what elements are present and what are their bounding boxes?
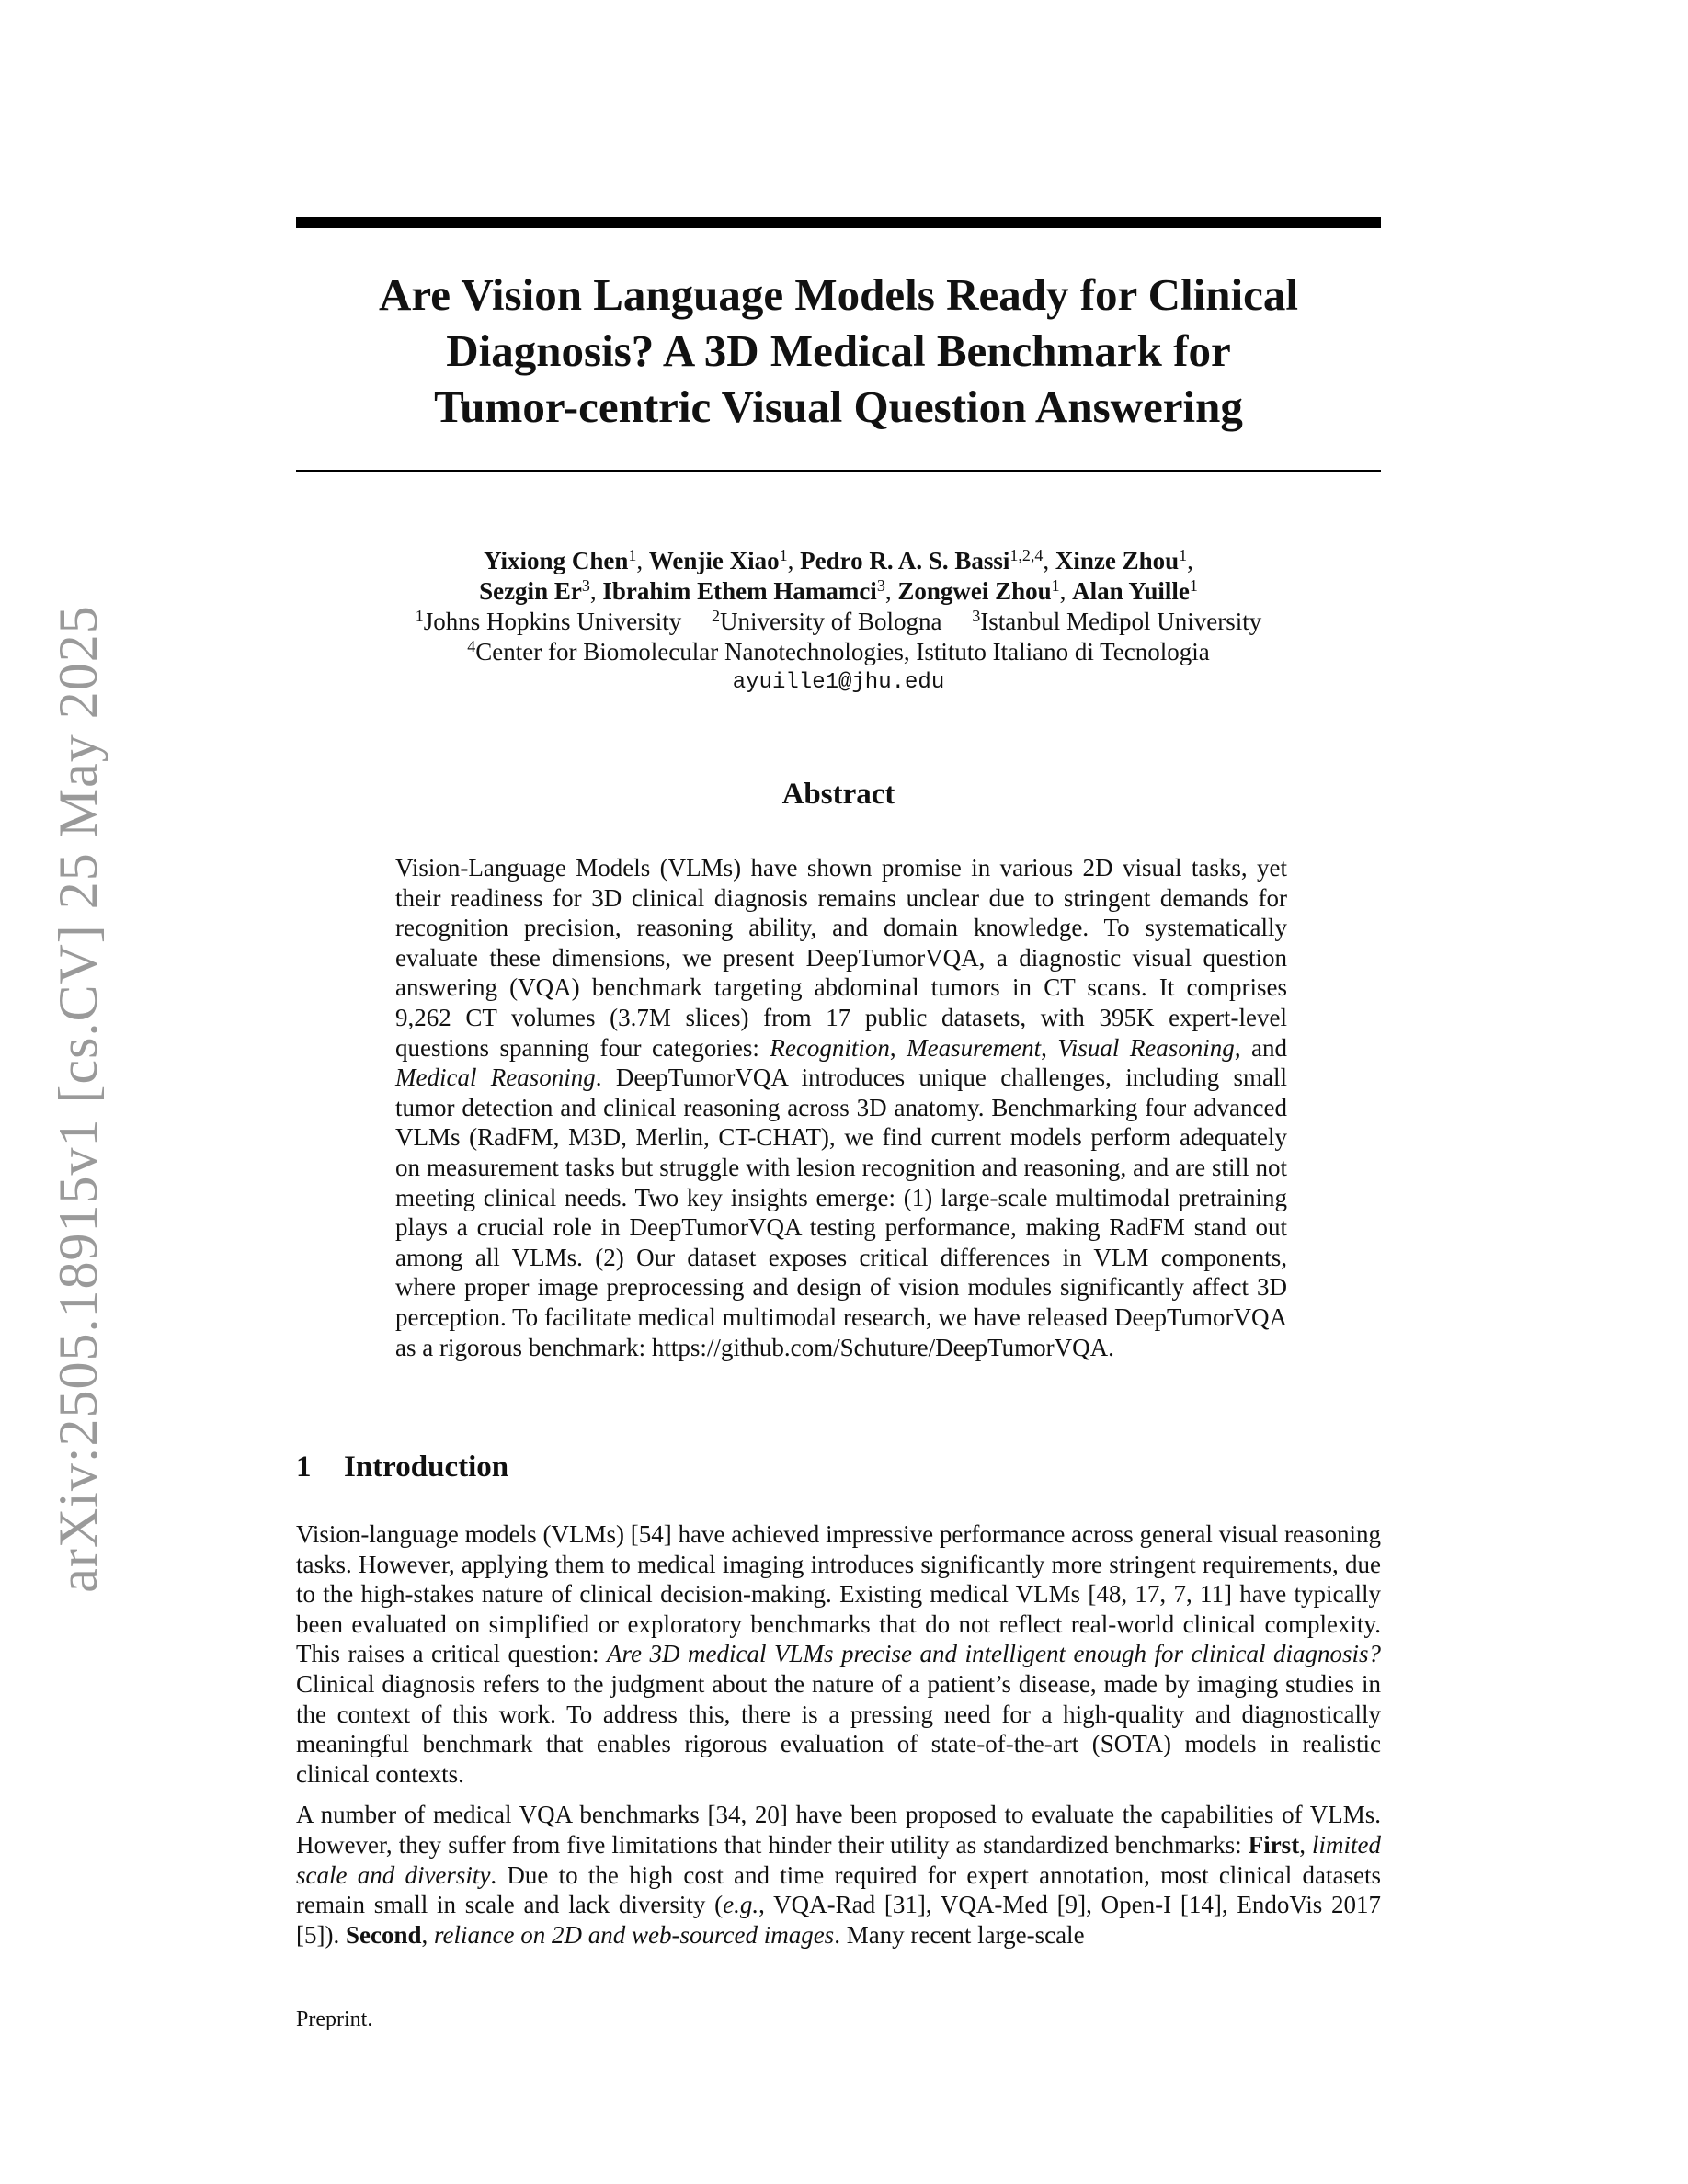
affil-sup: 2 [712, 607, 721, 625]
title-rule-bottom [296, 470, 1381, 472]
author-name: Sezgin Er [479, 577, 582, 605]
abstract-run: , and [1234, 1033, 1288, 1062]
intro-limitation: limited scale and diversity [296, 1830, 1381, 1889]
author-affil-sup: 1 [1051, 576, 1060, 595]
intro-run: . Due to the high cost and time required for expert annotation, most clinical datasets remain small in scale and lack diversity ( [296, 1860, 1381, 1919]
abstract-run: Vision-Language Models (VLMs) have shown promise in various 2D visual tasks, yet their readiness for 3D clinical diagnosis remains unclear due to stringent demands for recognition precision, reasoning ability, and domain knowledge. To systematically evaluate these dimensions, we present DeepTumorVQA, a diagnostic visual question answering (VQA) benchmark targeting abdominal tumors in CT scans. It comprises 9,262 CT volumes (3.7M slices) from 17 public datasets, with 395K expert-level questions spanning four categories: [395, 854, 1287, 1062]
intro-ordinal: First [1248, 1830, 1300, 1859]
author-block [296, 546, 1381, 698]
intro-run: . Many recent large-scale [834, 1920, 1085, 1949]
affil-sup: 3 [972, 607, 981, 625]
affiliation-name: Istanbul Medipol University [980, 608, 1262, 635]
section-heading [296, 1450, 508, 1484]
affiliation-line [296, 607, 1381, 637]
intro-question: Are 3D medical VLMs precise and intelligent enough for clinical diagnosis? [606, 1640, 1382, 1668]
intro-limitation: reliance on 2D and web-sourced images [434, 1920, 835, 1949]
intro-run: , [1299, 1830, 1312, 1859]
contact-email[interactable]: ayuille1@jhu.edu [732, 670, 945, 695]
author-name: Wenjie Xiao [648, 547, 780, 574]
abstract-category: Visual Reasoning [1057, 1033, 1235, 1062]
abstract-run: , [1041, 1033, 1058, 1062]
abstract-heading: Abstract [781, 778, 895, 811]
intro-paragraph [296, 1519, 1381, 1789]
author-affil-sup: 1 [1179, 546, 1188, 564]
intro-run: A number of medical VQA benchmarks [34, 20] have been proposed to evaluate the capabilities of VLMs. However, they suffer from five limitations that hinder their utility as standardized benchmarks: [296, 1801, 1381, 1859]
author-name: Xinze Zhou [1055, 547, 1180, 574]
arxiv-sidebar-stamp [28, 597, 129, 1599]
author-line: Yixiong Chen$^1$, Wenjie Xiao$^1$, Pedro R. A. S. Bassi$^{1,2,4}$, Xinze Zhou$^1$, [484, 546, 1193, 574]
intro-run: , [421, 1920, 435, 1949]
intro-run: Clinical diagnosis refers to the judgment about the nature of a patient’s disease, made by imaging studies in the context of this work. To address this, there is a pressing need for a high-quality and diagnostically meaningful benchmark that enables rigorous evaluation of state-of-the-art (SOTA) models in realistic clinical contexts. [296, 1669, 1381, 1788]
abstract-category: Measurement [907, 1033, 1042, 1062]
abstract-text [395, 853, 1287, 1362]
intro-run: Vision-language models (VLMs) [54] have achieved impressive performance across general visual reasoning tasks. However, applying them to medical imaging introduces significantly more stringent requirements, due to the high-stakes nature of clinical decision-making. Existing medical VLMs [48, 17, 7, 11] have typically been evaluated on simplified or exploratory benchmarks that do not reflect real-world clinical complexity. This raises a critical question: [296, 1520, 1381, 1668]
paper-title [296, 267, 1381, 435]
affiliation-line [296, 637, 1381, 667]
intro-ordinal: Second [345, 1920, 422, 1949]
author-name: Yixiong Chen [484, 547, 629, 574]
affil-sup: 1 [415, 607, 424, 625]
author-name: Ibrahim Ethem Hamamci [602, 577, 877, 605]
affiliation-name: Center for Biomolecular Nanotechnologies, Istituto Italiano di Tecnologia [475, 638, 1210, 665]
abstract-run: . DeepTumorVQA introduces unique challenges, including small tumor detection and clinical reasoning across 3D anatomy. Benchmarking four advanced VLMs (RadFM, M3D, Merlin, CT-CHAT), we find current models perform adequately on measurement tasks but struggle with lesion recognition and reasoning, and are still not meeting clinical needs. Two key insights emerge: (1) large-scale multimodal pretraining plays a crucial role in DeepTumorVQA testing performance, making RadFM stand out among all VLMs. (2) Our dataset exposes critical differences in VLM components, where proper image preprocessing and design of vision modules significantly affect 3D perception. To facilitate medical multimodal research, we have released DeepTumorVQA as a rigorous benchmark: https://github.com/Schuture/DeepTumorVQA. [395, 1064, 1287, 1361]
title-line: Are Vision Language Models Ready for Clinical [378, 269, 1298, 320]
intro-eg: e.g. [723, 1891, 759, 1919]
title-line: Tumor-centric Visual Question Answering [434, 381, 1243, 432]
abstract-category: Recognition [770, 1033, 890, 1062]
author-affil-sup: 1 [1189, 576, 1198, 595]
section-title: Introduction [344, 1450, 509, 1484]
author-affil-sup: 1 [628, 546, 637, 564]
author-affil-sup: 1 [779, 546, 788, 564]
author-line: Sezgin Er$^3$, Ibrahim Ethem Hamamci$^3$, Zongwei Zhou$^1$, Alan Yuille$^1$ [479, 576, 1198, 605]
author-affil-sup: 3 [876, 576, 885, 595]
abstract-run: , [889, 1033, 907, 1062]
section-number: 1 [296, 1450, 312, 1484]
affiliation-name: Johns Hopkins University [423, 608, 682, 635]
author-affil-sup: 3 [581, 576, 590, 595]
title-line: Diagnosis? A 3D Medical Benchmark for [446, 325, 1231, 376]
author-affil-sup: 1,2,4 [1009, 546, 1044, 564]
intro-run: , VQA-Rad [31], VQA-Med [9], Open-I [14], EndoVis 2017 [5]). [296, 1891, 1381, 1949]
author-name: Zongwei Zhou [897, 577, 1052, 605]
arxiv-id: arXiv:2505.18915v1 [cs.CV] 25 May 2025 [47, 604, 108, 1593]
intro-paragraph [296, 1800, 1381, 1950]
affiliation-name: University of Bologna [720, 608, 942, 635]
title-rule-top [296, 217, 1381, 228]
affil-sup: 4 [467, 637, 476, 655]
author-name: Alan Yuille [1072, 577, 1190, 605]
footer-note: Preprint. [296, 2008, 373, 2031]
author-name: Pedro R. A. S. Bassi [800, 547, 1010, 574]
abstract-category: Medical Reasoning [395, 1064, 596, 1092]
introduction-body [296, 1519, 1381, 1961]
